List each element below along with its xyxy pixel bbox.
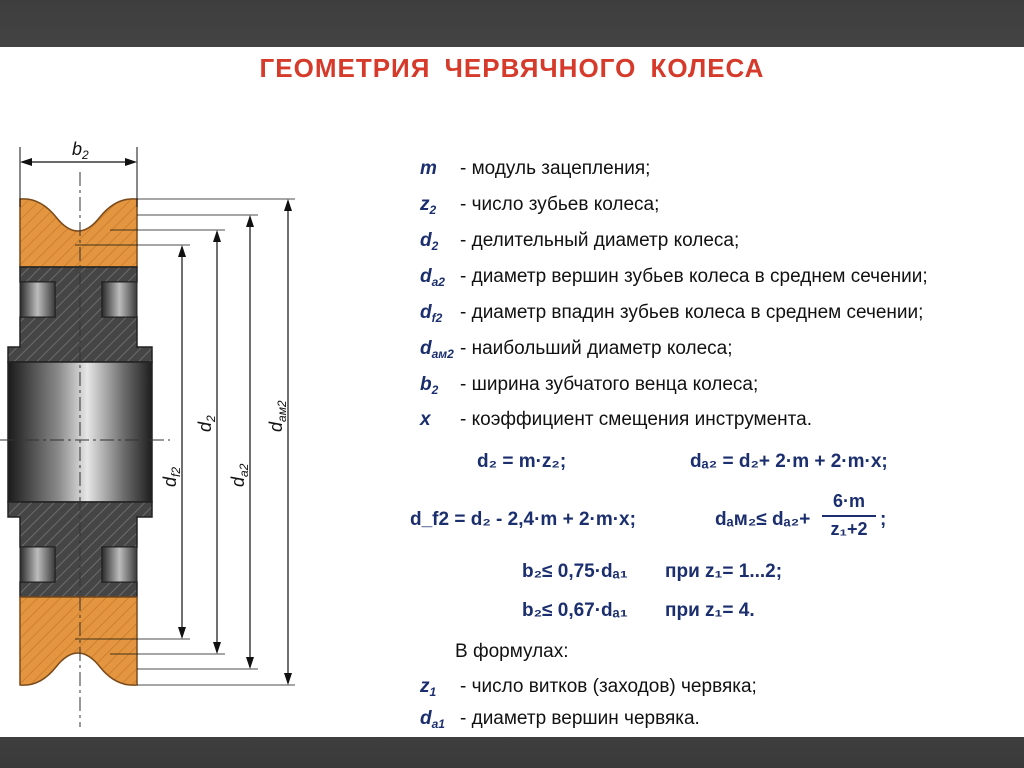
- formula-dam2-denominator: z₁+2: [830, 519, 868, 539]
- note-sym-da1: $d_{a1}$: [420, 708, 445, 731]
- formula-b2-a-condition: при z₁= 1...2;: [665, 561, 783, 582]
- legend-sym-dam2: $d_{aм2}$: [420, 338, 454, 361]
- legend-desc-da2: - диаметр вершин зубьев колеса в среднем сечении;: [460, 266, 928, 287]
- note-sym-z1: $z_1$: [420, 676, 437, 699]
- note-desc-da1: - диаметр вершин червяка.: [460, 708, 700, 729]
- b2-label: $b_2$: [72, 139, 89, 162]
- da2-label: $d_{a2}$: [228, 463, 251, 487]
- note-desc-z1: - число витков (заходов) червяка;: [460, 676, 757, 697]
- formula-dam2-left: dₐм₂≤ dₐ₂+: [715, 509, 811, 530]
- recess-top-left: [20, 282, 55, 317]
- formula-b2-a: b₂≤ 0,75·dₐ₁: [522, 561, 628, 582]
- legend-desc-b2: - ширина зубчатого венца колеса;: [460, 374, 759, 395]
- page-title: ГЕОМЕТРИЯ ЧЕРВЯЧНОГО КОЛЕСА: [259, 53, 765, 83]
- legend-sym-b2: $b_2$: [420, 374, 439, 397]
- d2-label: $d_2$: [195, 415, 218, 432]
- legend-desc-z2: - число зубьев колеса;: [460, 194, 660, 215]
- formula-b2-b: b₂≤ 0,67·dₐ₁: [522, 600, 628, 621]
- legend-desc-x: - коэффициент смещения инструмента.: [460, 409, 813, 430]
- legend-desc-df2: - диаметр впадин зубьев колеса в среднем сечении;: [460, 302, 924, 323]
- dam2-label: $d_{aм2}$: [266, 400, 289, 432]
- formula-dam2-numerator: 6·m: [832, 491, 865, 511]
- rim-top: [20, 199, 137, 267]
- worm-wheel-diagram: [0, 47, 330, 737]
- legend-desc-m: - модуль зацепления;: [460, 158, 651, 179]
- formula-dam2-fraction-line: [822, 515, 876, 517]
- rim-bottom: [20, 597, 137, 685]
- recess-bottom-right: [102, 547, 137, 582]
- legend-sym-da2: $d_{a2}$: [420, 266, 445, 289]
- legend-desc-d2: - делительный диаметр колеса;: [460, 230, 740, 251]
- legend-desc-dam2: - наибольший диаметр колеса;: [460, 338, 733, 359]
- df2-label: $d_{f2}$: [160, 466, 183, 487]
- recess-bottom-left: [20, 547, 55, 582]
- legend-sym-z2: $z_2$: [420, 194, 437, 217]
- formula-d2: d₂ = m·z₂;: [477, 451, 567, 472]
- legend-sym-df2: $d_{f2}$: [420, 302, 443, 325]
- slide: [0, 47, 1024, 737]
- legend-sym-x: x: [420, 409, 431, 430]
- formula-da2: dₐ₂ = d₂+ 2·m + 2·m·x;: [690, 451, 888, 472]
- formula-b2-b-condition: при z₁= 4.: [665, 600, 755, 621]
- formula-dam2-end: ;: [880, 509, 887, 530]
- legend-sym-d2: $d_2$: [420, 230, 439, 253]
- notes-heading: В формулах:: [455, 641, 569, 662]
- formula-df2: d_f2 = d₂ - 2,4·m + 2·m·x;: [410, 509, 636, 530]
- recess-top-right: [102, 282, 137, 317]
- legend-sym-m: m: [420, 158, 437, 179]
